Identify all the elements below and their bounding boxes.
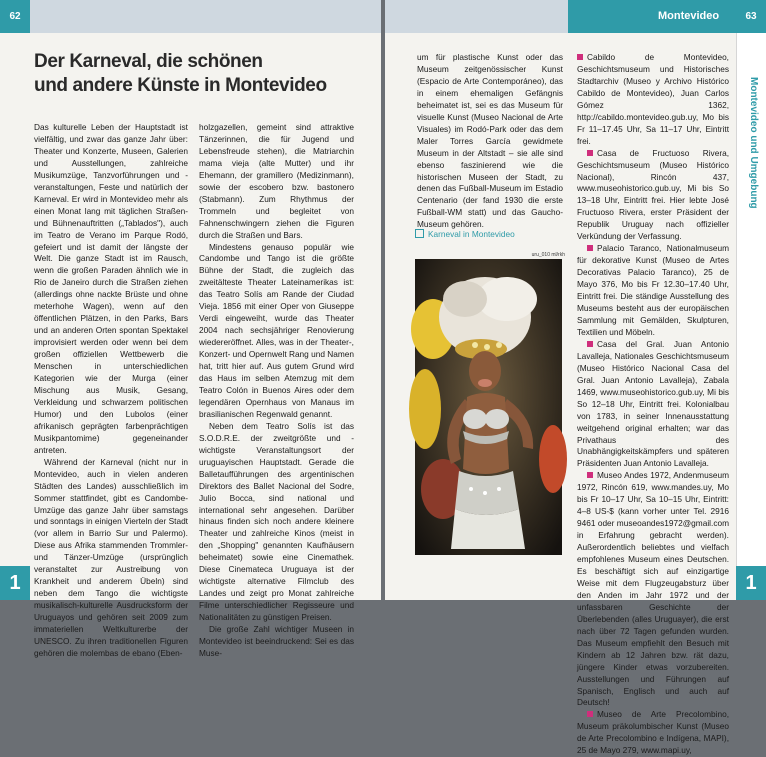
- left-page-number: 62: [0, 0, 30, 33]
- left-column-2: [199, 122, 354, 660]
- right-page: [385, 0, 766, 756]
- left-page: [0, 0, 381, 658]
- square-bullet-icon: [587, 472, 593, 478]
- carnival-dancer-image: [415, 259, 562, 555]
- paragraph: Das kulturelle Leben der Hauptstadt ist vielfältig, und zwar das ganze Jahr über: Theater und Konzerte, Museen, Galerien und Ausstellungen, zahlreiche Musikumzüge, Tanzvorführungen und -veranstaltungen, Feste und natürlich der Karneval. Er wird in Montevideo mehr als einen Monat lang mit täglichen Straßen- und Bühnenauftritten („Tablados"), auch im Teatro de Verano im Parque Rodó, gefeiert und ist damit der längste der Welt. Die ganze Stadt ist im Rausch, wenn die großen Paraden ähnlich wie in Rio de Janeiro durch die Straßen ziehen (allerdings ohne nackte Brüste und ohne meterhohe Wagen), wenn auf den öffentlichen Plätzen, in den Parks, Bars und an anderen Orten spontan Spektakel improvisiert werden oder wenn bei dem großen offiziellen Wettbewerb die Menschen in unterschiedlichen Kategorien wie der Murga (einer Mischung aus Musik, Gesang, Verkleidung und schwarzem politischen Humor) und den Lubolos (einer afrikanisch geprägten farbenprächtigen Musikpantomime) gegeneinander antreten.: [34, 122, 188, 455]
- square-bullet-icon: [587, 711, 593, 717]
- listing-text: Cabildo de Montevideo, Geschichtsmuseum und Historisches Stadtarchiv (Museo y Archivo Histórico Cabildo de Montevideo), Juan Carlos Gómez 1362, http://cabildo.montevideo.gub.uy, Mo bis Fr 11–17.45 Uhr, Sa 11–17 Uhr, Eintritt frei.: [577, 52, 729, 146]
- listing-item: [577, 709, 729, 757]
- square-bullet-icon: [577, 54, 583, 60]
- paragraph: Während der Karneval (nicht nur in Montevideo, auch in vielen anderen Städten des Landes) ausschließlich im Sommer stattfindet, gibt es Candombe-Umzüge das ganze Jahr über samstags und sonntags in einigen Vierteln der Stadt (vor allem in Barrio Sur und Palermo). Diese aus Afrika stammenden Trommler- und Tänzer-Umzüge (ursprünglich veranstaltet zur Austreibung von Krankheit und anderem Übeln) sind neben dem Tango die wichtigste musikalisch-kulturelle Ausdrucksform der Uruguayos und gehören seit 2009 zum immateriellen Weltkulturerbe der UNESCO. Zu ihren traditionellen Figuren gehören die molembas de ebano (Eben-: [34, 456, 188, 658]
- listing-text: Museo Andes 1972, Andenmuseum 1972, Rincón 619, www.mandes.uy, Mo bis Fr 10–17 Uhr, Sa 10–15 Uhr, Eintritt: 4–8 US-$ (kann vorher unter Tel. 2916 9461 oder museoandes1972@gmail.com in Erfahrung gebracht werden). Außerordentlich beliebtes und vielfach empfohlenes Museum eines Deutschen. Es beschäftigt sich auf einzigartige Weise mit dem Flugzeugabsturz über den Anden im Jahr 1972 und der unfassbaren Geschichte der Überlebenden (alles Uruguayer), die erst nach über 72 Tagen gefunden wurden. Das Museum empfiehlt den Besuch mit Kindern ab 12 Jahren bzw. rät dazu, jüngere Kinder etwas vorzubereiten. Ausstellungen und Führungen auf Spanisch, Englisch und auch auf Deutsch!: [577, 470, 729, 708]
- side-strip: [736, 33, 766, 600]
- paragraph: Mindestens genauso populär wie Candombe und Tango ist die größte Bühne der Stadt, die zugleich das zweitälteste Theater Lateinamerikas ist: das Teatro Solís am Rande der Ciudad Vieja. 1856 mit einer Oper von Giuseppe Verdi eingeweiht, wurde das Theater 2004 nach sechsjähriger Renovierung wiedereröffnet. Alles, was in der Theater-, Konzert- und Opernwelt Rang und Namen hat, tritt hier auf. Aus gutem Grund wird das Haus im selben Atemzug mit dem Teatro Colón in Buenos Aires oder dem legendären Opernhaus von Manaus im brasilianischen Regenwald genannt.: [199, 241, 354, 419]
- left-column-1: [34, 122, 188, 660]
- square-bullet-icon: [587, 341, 593, 347]
- listing-item: [577, 470, 729, 709]
- running-head: Montevideo: [658, 10, 720, 22]
- photo-credit: uru_010 ml/rkh: [531, 252, 565, 258]
- right-page-number: 63: [736, 0, 766, 33]
- listing-text: Museo de Arte Precolombino, Museum präkolumbischer Kunst (Museo de Arte Precolombino e Indígena, MAPI), 25 de Mayo 279, www.mapi.uy,: [577, 709, 729, 756]
- listing-item: [577, 148, 729, 244]
- listing-text: Casa de Fructuoso Rivera, Geschichtsmuseum (Museo Histórico Nacional), Rincón 437, www.museohistorico.gub.uy, Mi bis So 13–18 Uhr, Eintritt frei. Hier lebte José Fructuoso Rivera, erster Präsident der Republik Uruguay nach offizieller Verkündung der Verfassung.: [577, 147, 729, 242]
- listing-text: Palacio Taranco, Nationalmuseum für dekorative Kunst (Museo de Artes Decorativas Palacio Taranco), 25 de Mayo 376, Mo bis Fr 12.30–17.40 Uhr, Eintritt frei. Die ständige Ausstellung des Museums besteht aus der europäischen Sammlung mit Gemälden, Skulpturen, Textilien und Möbeln.: [577, 243, 729, 337]
- right-column-1: [417, 52, 563, 231]
- photo-caption: Karneval in Montevideo: [415, 229, 565, 239]
- carnival-photo: [415, 259, 562, 555]
- listing-item: [577, 52, 729, 148]
- side-chapter-label: Montevideo und Umgebung: [748, 77, 759, 209]
- left-chapter-marker: 1: [0, 566, 30, 600]
- title-line-2: und andere Künste in Montevideo: [34, 75, 327, 96]
- square-bullet-icon: [587, 245, 593, 251]
- listing-text: Casa del Gral. Juan Antonio Lavalleja, Nationales Geschichtsmuseum (Museo Histórico Nacional Casa del Gral. Juan Antonio Lavalleja), Zabala 1469, www.museohistorico.gub.uy, Mi bis So 12–18 Uhr, Eintritt frei. Kolonialbau von 1783, in seiner Innenausstattung weitgehend original erhalten; war das Privathaus des Unabhängigkeitskämpfers und späteren Präsidenten Juan Antonio Lavalleja.: [577, 338, 729, 469]
- right-chapter-marker: 1: [736, 566, 766, 600]
- listing-item: [577, 339, 729, 470]
- right-header-band: [385, 0, 568, 33]
- listing-item: [577, 243, 729, 339]
- square-bullet-icon: [587, 150, 593, 156]
- page-title: [34, 50, 354, 98]
- paragraph: holzgazellen, gemeint sind attraktive Tänzerinnen, die für Jugend und Lebensfreude stehen), die Matriarchin mama vieja (alte Mutter) und ihr Ehemann, der gramillero (Medizinmann), sowie der escobero bzw. bastonero (Stabmann). Zum Rhythmus der Trommeln und begleitet von Fahnenschwingern ziehen die Figuren durch die Straßen und Bars.: [199, 122, 354, 240]
- paragraph: Neben dem Teatro Solís ist das S.O.D.R.E. der zweitgrößte und -wichtigste Veranstaltungsort der uruguayischen Hauptstadt. Gerade die Balletaufführungen des argentinischen Direktors des Ballet Nacional del Sodre, Julio Bocca, sind national und international sehr angesehen. Darüber hinaus finden sich noch andere kleinere Theater und zahlreiche Kinos (meist in den „Shopping" genannten Kaufhäusern beheimatet) sowie eine Cinemathek. Diese Cinemateca Uruguaya ist der wichtigste alternative Filmclub des Landes und zeigt pro Monat zahlreiche Filme unterschiedlicher Regisseure und Nationalitäten zu günstigen Preisen.: [199, 420, 354, 623]
- title-line-1: Der Karneval, die schönen: [34, 51, 263, 72]
- right-column-2: [577, 52, 729, 757]
- paragraph: um für plastische Kunst oder das Museum zeitgenössischer Kunst (Espacio de Arte Contemporáneo), das in einem ehemaligen Gefängnis beheimatet ist, sei es das Museum für visuelle Kunst (Museo Nacional de Arte Visuales) im Rodó-Park oder das dem Maler Torres García gewidmete Museum in der Altstadt – sie alle sind ebenso faszinierend wie die historischen Museen der Stadt, zu denen das Fußball-Museum im Estadio Centenario (der fand 1930 die erste Fußball-WM statt) und das Gaucho-Museum gehören.: [417, 52, 563, 230]
- paragraph: Die große Zahl wichtiger Museen in Montevideo ist beeindruckend: Sei es das Muse-: [199, 624, 354, 658]
- left-header-band: [0, 0, 381, 33]
